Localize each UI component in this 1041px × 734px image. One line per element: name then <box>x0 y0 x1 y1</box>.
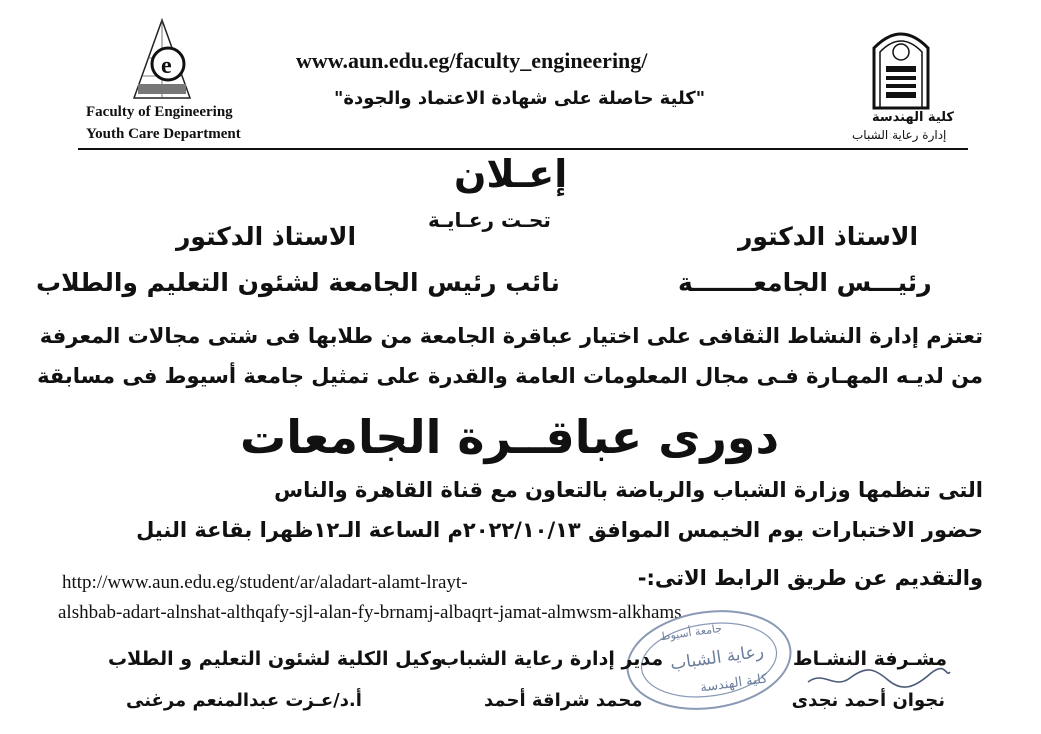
president-title: الاستاذ الدكتور <box>738 222 919 251</box>
signatory-vice-dean-name: أ.د/عـزت عبدالمنعم مرغنى <box>126 690 362 711</box>
vice-president-title: الاستاذ الدكتور <box>176 222 357 251</box>
stamp-university: جامعة أسيوط <box>659 621 723 644</box>
accreditation-statement: "كلية حاصلة على شهادة الاعتماد والجودة" <box>334 88 706 109</box>
svg-text:e: e <box>161 53 172 79</box>
body-line-4: حضور الاختبارات يوم الخيمس الموافق ٢٠٢٢/١٠/١٣م الساعة الـ١٢ظهرا بقاعة النيل <box>136 518 983 542</box>
announcement-title: إعـلان <box>454 152 568 196</box>
faculty-name-english: Faculty of Engineering <box>86 104 233 120</box>
faculty-engineering-logo-icon <box>128 18 196 100</box>
stamp-faculty: كلية الهندسة <box>699 671 769 696</box>
body-line-3: التى تنظمها وزارة الشباب والرياضة بالتعاون مع قناة القاهرة والناس <box>274 478 983 502</box>
stamp-department: رعاية الشباب <box>669 641 766 675</box>
faculty-name-arabic: كلية الهندسة <box>872 110 954 125</box>
signatory-youth-care-director-name: محمد شراقة أحمد <box>484 690 643 711</box>
vice-president-role: نائب رئيس الجامعة لشئون التعليم والطلاب <box>36 268 560 297</box>
patronage-label: تحـت رعـايـة <box>428 208 551 232</box>
header-divider <box>78 148 968 150</box>
signatory-activity-supervisor-title: مشـرفة النشـاط <box>792 648 947 670</box>
department-name-english: Youth Care Department <box>86 126 241 142</box>
signatory-vice-dean-title: وكيل الكلية لشئون التعليم و الطلاب <box>108 648 443 670</box>
body-line-1: تعتزم إدارة النشاط الثقافى على اختيار عباقرة الجامعة من طلابها فى شتى مجالات المعرفة <box>39 324 983 348</box>
competition-name: دورى عباقــرة الجامعات <box>240 410 780 464</box>
body-line-5: والتقديم عن طريق الرابط الاتى:- <box>637 566 983 590</box>
registration-link-part-1[interactable]: http://www.aun.edu.eg/student/ar/aladart-alamt-lrayt- <box>62 572 468 593</box>
registration-link-part-2[interactable]: alshbab-adart-alnshat-althqafy-sjl-alan-fy-brnamj-albaqrt-jamat-almwsm-alkhams <box>58 602 682 623</box>
faculty-website-url: www.aun.edu.eg/faculty_engineering/ <box>296 48 648 73</box>
assiut-university-logo-icon <box>868 26 934 110</box>
body-line-2: من لديـه المهـارة فـى مجال المعلومات العامة والقدرة على تمثيل جامعة أسيوط فى مسابقة <box>37 364 983 388</box>
president-role: رئيـــس الجامعـــــــة <box>678 268 932 297</box>
signatory-youth-care-director-title: مدير إدارة رعاية الشباب <box>440 648 664 670</box>
department-name-arabic: إدارة رعاية الشباب <box>852 128 947 142</box>
signatory-activity-supervisor-name: نجوان أحمد نجدى <box>791 690 945 711</box>
